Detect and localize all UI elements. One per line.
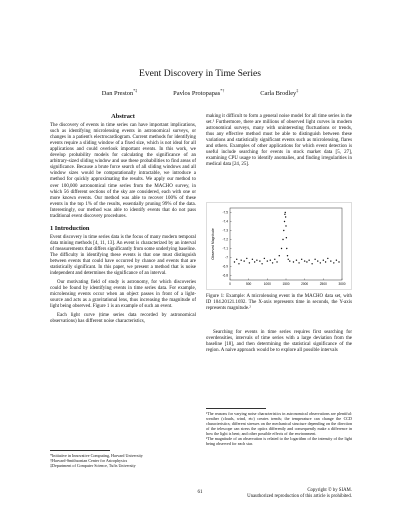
x-tick-label: 2000 (301, 282, 309, 286)
data-point (286, 248, 287, 249)
abstract-text: The discovery of events in time series can have important implications, such as identifying microlensing events in astronomical surveys, or changes in a patient's electrocardiogram. Current methods for identifying events require a sliding window of a fixed size, which is not ideal for all applications and could overlook important events. In this work, we develop probability models for calculating the significance of an arbitrary-sized sliding window and use these probabilities to find areas of significance. Because a brute force search of all sliding windows and all window sizes would be computationally intractable, we introduce a method for quickly approximating the results. We apply our method to over 100,000 astronomical time series from the MACHO survey, in which 56 different sections of the sky are considered, each with one or more known events. Our method was able to recover 100% of these events in the top 1% of the results, essentially pruning 99% of the data. Interestingly, our method was able to identify events that do not pass traditional event discovery procedures. (50, 123, 196, 219)
data-point (317, 260, 318, 261)
footnote-affiliation-2: †Harvard-Smithsonian Center for Astrophysics (50, 458, 128, 463)
data-point (279, 255, 280, 256)
data-point (293, 261, 294, 262)
data-point (283, 230, 284, 231)
footnote-1: ¹The reasons for varying noise characteristics in astronomical observations are plentiful: weather (clouds, wind, etc) creates trends; the temperature can change the CCD characteristics; different stresses on the mechanical structure depending on the direction of the telescope can stress the optics differently and consequently make a difference in how the light is bent; and other possible effects of the environment. (206, 411, 352, 436)
x-tick-label: 2500 (319, 282, 327, 286)
data-point (246, 258, 247, 259)
data-point (308, 260, 309, 261)
data-point (333, 262, 334, 263)
data-point (267, 260, 268, 261)
data-point (287, 255, 288, 256)
data-point (256, 260, 257, 261)
data-point (288, 259, 289, 260)
data-point (323, 260, 324, 261)
x-tick-label: 3000 (338, 282, 346, 286)
data-point (285, 216, 286, 217)
data-point (306, 261, 307, 262)
data-point (254, 261, 255, 262)
data-point (282, 239, 283, 240)
data-point (296, 260, 297, 261)
footnote-2: ²The magnitude of an observation is related to the logarithm of the intensity of the light being observed for each star. (206, 436, 352, 446)
data-point (330, 260, 331, 261)
right-column-top (206, 114, 352, 171)
data-point (338, 261, 339, 262)
y-tick-label: -6.8 (222, 273, 228, 278)
y-tick-label: -7.2 (222, 237, 228, 242)
data-point (325, 261, 326, 262)
data-point (284, 214, 285, 215)
x-tick-label: 500 (246, 282, 252, 286)
author-2: Pavlos Protopapas*† (173, 88, 225, 98)
data-point (284, 221, 285, 222)
data-point (243, 260, 244, 261)
intro-paragraph-3: Each light curve (time series data recorded by astronomical observations) has different noise characteristics, (50, 313, 196, 325)
author-list (0, 88, 400, 97)
y-tick-label: -7 (225, 255, 228, 260)
data-point (261, 263, 262, 264)
data-point (304, 260, 305, 261)
right-paragraph-1: making it difficult to form a general noise model for all time series in the set.¹ Furthermore, there are millions of observed light curves in modern astronomical surveys, many with uninteresting fluctuations or trends, thus any effective method must be able to distinguish between these variations and statistically significant events such as microlensing, flares and others. Examples of other applications for which event detection is useful include searching for events in stock market data [5, 27], examining CPU usage to identify anomalies, and finding irregularities in medical data [24, 25]. (206, 114, 352, 168)
data-point (301, 259, 302, 260)
x-tick-label: 0 (229, 282, 231, 286)
data-point (289, 260, 290, 261)
right-column-bottom (206, 330, 352, 357)
author-1: Dan Preston*‡ (101, 88, 138, 98)
x-tick-label: 1500 (282, 282, 290, 286)
footnote-affiliation-1: *Initiative in Innovative Computing, Harvard University (50, 453, 143, 458)
data-point (272, 262, 273, 263)
abstract-heading: Abstract (111, 113, 135, 120)
data-point (270, 260, 271, 261)
figure-frame (207, 203, 352, 290)
data-point (264, 258, 265, 259)
copyright-notice (200, 488, 352, 499)
left-column (50, 114, 196, 329)
copyright-line-1: Copyright © by SIAM. (307, 488, 352, 493)
y-tick-label: -7.3 (222, 228, 228, 233)
paper-title: Event Discovery in Time Series (138, 68, 262, 79)
page-number: 61 (197, 490, 203, 495)
footnotes-left (50, 453, 196, 468)
data-point (311, 263, 312, 264)
intro-paragraph-1: Event discovery in time series data is the focus of many modern temporal data mining methods [4, 11, 13]. An event is characterized by an interval of measurements that differs significantly from some underlying baseline. The difficulty in identifying these events is that one must distinguish between events that could have occurred by chance and events that are statistically significant. In this paper, we present a method that is noise independent and determines the significance of an interval. (50, 234, 196, 277)
y-axis-label: Observed Magnitude (211, 228, 215, 260)
intro-paragraph-2: Our motivating field of study is astronomy, for which discoveries could be found by identifying events in time series data. For example, microlensing events occur when an object passes in front of a light-source and acts as a gravitational lens, thus increasing the magnitude of light being observed. Figure 1 is an example of such an event. (50, 280, 196, 310)
y-tick-label: -7.5 (222, 210, 228, 215)
data-point (276, 261, 277, 262)
author-3: Carla Brodley‡ (260, 88, 299, 98)
data-point (236, 259, 237, 260)
footnote-rule-right (206, 408, 266, 409)
x-tick-label: 1000 (263, 282, 271, 286)
y-tick-label: -7.1 (222, 246, 228, 251)
data-point (259, 260, 260, 261)
y-tick-label: -6.9 (222, 264, 228, 269)
figure-1-caption: Figure 1: Example: A microlensing event in the MACHO data set, with ID 104.20121.1692. The X-axis represents time in seconds, the Y-axis represents magnitude.² (206, 294, 352, 312)
data-point (274, 259, 275, 260)
data-point (285, 212, 286, 213)
data-point (298, 262, 299, 263)
data-point (234, 261, 235, 262)
right-paragraph-2: Searching for events in time series requires first searching for overdensities, intervals of time series with a large deviation from the baseline [18], and then determining the statistical significance of the region. A naive approach would be to explore all possible intervals (206, 330, 352, 354)
footnotes-right (206, 411, 352, 446)
microlensing-chart (206, 202, 352, 290)
footnote-affiliation-3: ‡Department of Computer Science, Tufts University (50, 463, 136, 468)
data-point (327, 258, 328, 259)
data-point (285, 225, 286, 226)
data-point (336, 260, 337, 261)
data-point (252, 259, 253, 260)
data-point (249, 262, 250, 263)
introduction-heading: 1 Introduction (50, 224, 90, 232)
data-point (241, 260, 242, 261)
data-point (320, 262, 321, 263)
data-point (238, 263, 239, 264)
data-point (281, 248, 282, 249)
figure-1 (206, 202, 352, 290)
footnote-rule-left (50, 450, 110, 451)
data-point (314, 259, 315, 260)
copyright-line-2: Unauthorized reproduction of this article is prohibited. (247, 493, 352, 499)
data-point (286, 237, 287, 238)
y-tick-label: -7.4 (222, 219, 228, 224)
